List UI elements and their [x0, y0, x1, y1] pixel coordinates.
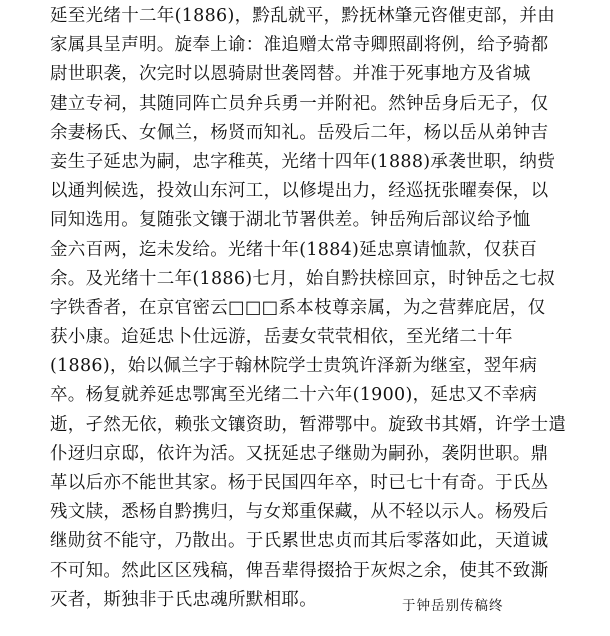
text-line-16: 仆迓归京邸，依许为活。又抚延忠子继勋为嗣孙，袭阴世职。鼎 — [50, 443, 549, 464]
body-text — [50, 2, 590, 615]
text-line-15: 逝，孑然无依，赖张文镶资助，暂滞鄂中。旋致书其婿，许学士遣 — [50, 414, 567, 435]
text-line-18: 残文牍，悉杨自黔携归，与女郑重保藏，从不轻以示人。杨殁后 — [50, 502, 549, 523]
text-line-21: 灭者，斯独非于氏忠魂所默相耶。 — [50, 589, 317, 610]
text-line-10: 余。及光绪十二年(1886)七月，始自黔扶榇回京，时钟岳之七叔 — [50, 268, 555, 289]
text-line-11: 字铁香者，在京官密云□□□系本枝尊亲属，为之营葬庇居，仅 — [50, 297, 546, 318]
text-line-20: 不可知。然此区区残稿，俾吾辈得掇拾于灰烬之余，使其不致澌 — [50, 560, 549, 581]
text-line-5: 余妻杨氏、女佩兰，杨贤而知礼。岳殁后二年，杨以岳从弟钟吉 — [50, 122, 549, 143]
text-line-3: 尉世职袭，次完时以恩骑尉世袭罔替。并准于死事地方及省城 — [50, 64, 531, 85]
text-line-14: 卒。杨复就养延忠鄂寓至光绪二十六年(1900)，延忠又不幸病 — [50, 385, 538, 406]
text-line-8: 同知选用。复随张文镶于湖北节署供差。钟岳殉后部议给予恤 — [50, 210, 531, 231]
text-line-2: 家属具呈声明。旋奉上谕：准追赠太常寺卿照副将例，给予骑都 — [50, 35, 549, 56]
text-line-7: 以通判候选，投效山东河工，以修堤出力，经巡抚张曜奏保，以 — [50, 181, 549, 202]
text-line-19: 继勋贫不能守，乃散出。于氏累世忠贞而其后零落如此，天道诚 — [50, 531, 549, 552]
text-line-17: 革以后亦不能世其家。杨于民国四年卒，时已七十有奇。于氏丛 — [50, 473, 549, 493]
text-line-1: 延至光绪十二年(1886)，黔乱就平，黔抚林肇元咨催吏部，并由 — [50, 6, 555, 26]
text-line-9: 金六百两，迄未发给。光绪十年(1884)延忠禀请恤款，仅获百 — [50, 239, 538, 260]
text-line-12: 获小康。迨延忠卜仕远游，岳妻女茕茕相依，至光绪二十年 — [50, 327, 513, 348]
text-line-13: (1886)，始以佩兰字于翰林院学士贵筑许泽新为继室，翌年病 — [50, 356, 538, 377]
end-note: 于钟岳别传稿终 — [402, 598, 504, 614]
text-line-6: 妾生子延忠为嗣，忠字稚英，光绪十四年(1888)承袭世职，纳赀 — [50, 151, 555, 172]
text-line-4: 建立专祠，其随同阵亡员弁兵勇一并附祀。然钟岳身后无子，仅 — [50, 93, 549, 114]
